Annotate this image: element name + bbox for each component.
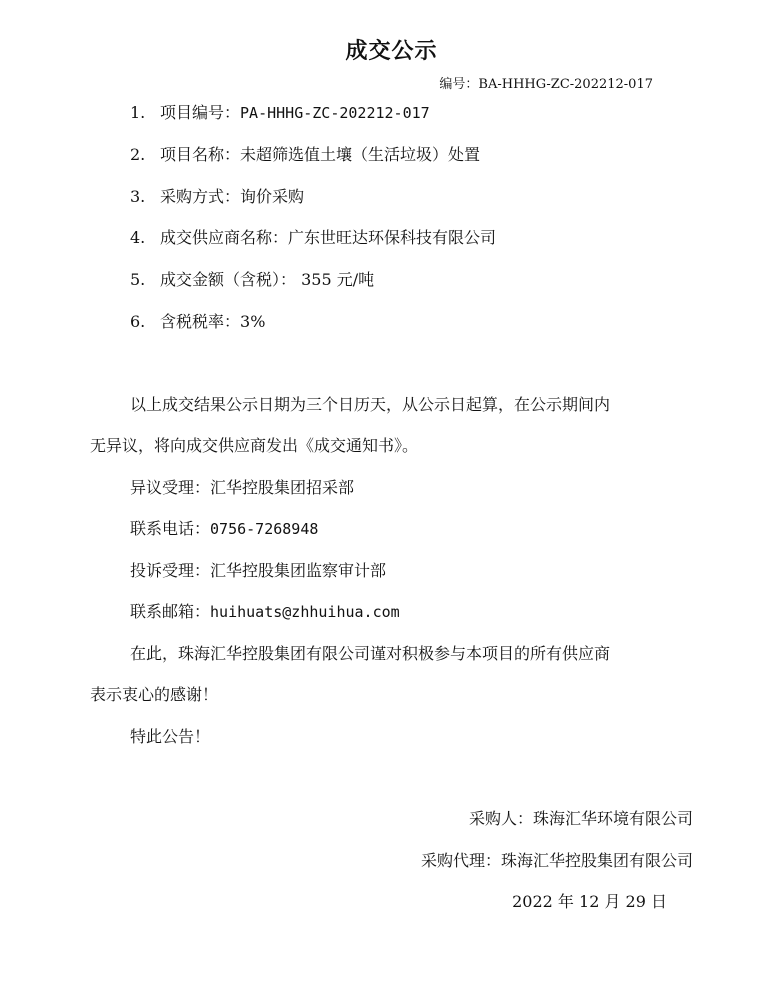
closing-statement: 特此公告！	[130, 727, 211, 746]
notice-date: 2022 年 12 月 29 日	[512, 892, 667, 911]
complaint-label: 投诉受理：	[130, 561, 211, 580]
phone-value: 0756-7268948	[210, 520, 319, 538]
item-number: 1.	[130, 103, 146, 122]
item-number: 3.	[130, 187, 146, 206]
page-title: 成交公示	[345, 39, 438, 64]
item-value: 未超筛选值土壤（生活垃圾）处置	[240, 145, 481, 164]
notice-paragraph-line: 无异议，将向成交供应商发出《成交通知书》。	[90, 436, 419, 455]
objection-label: 异议受理：	[130, 478, 211, 497]
list-item	[130, 144, 480, 166]
item-value: 询价采购	[240, 187, 305, 206]
notice-paragraph-line: 以上成交结果公示日期为三个日历天，从公示日起算，在公示期间内	[130, 395, 611, 414]
item-label: 采购方式：	[160, 187, 241, 206]
email-label: 联系邮箱：	[130, 602, 211, 621]
item-value: 广东世旺达环保科技有限公司	[288, 228, 497, 247]
phone-label: 联系电话：	[130, 519, 211, 538]
list-item	[130, 227, 496, 249]
email-value: huihuats@zhhuihua.com	[210, 603, 400, 621]
thanks-paragraph-line: 表示衷心的感谢！	[90, 685, 219, 704]
phone-contact	[130, 518, 318, 540]
complaint-contact	[130, 560, 386, 582]
complaint-value: 汇华控股集团监察审计部	[210, 561, 387, 580]
item-number: 2.	[130, 145, 146, 164]
item-value: PA-HHHG-ZC-202212-017	[240, 104, 430, 122]
item-value: 355 元/吨	[296, 270, 375, 289]
thanks-paragraph-line: 在此，珠海汇华控股集团有限公司谨对积极参与本项目的所有供应商	[130, 644, 611, 663]
item-label: 成交金额（含税）：	[160, 270, 297, 289]
item-value: 3%	[240, 312, 266, 331]
item-label: 项目编号：	[160, 103, 241, 122]
objection-value: 汇华控股集团招采部	[210, 478, 355, 497]
item-label: 成交供应商名称：	[160, 228, 289, 247]
list-item	[130, 186, 304, 208]
email-contact	[130, 601, 400, 623]
document-number: 编号：BA-HHHG-ZC-202212-017	[439, 77, 653, 92]
purchaser-signature: 采购人：珠海汇华环境有限公司	[468, 809, 693, 828]
objection-contact	[130, 477, 354, 499]
list-item	[130, 311, 265, 333]
item-label: 含税税率：	[160, 312, 241, 331]
item-number: 4.	[130, 228, 146, 247]
list-item	[130, 102, 430, 124]
agent-signature: 采购代理：珠海汇华控股集团有限公司	[420, 851, 693, 870]
item-number: 6.	[130, 312, 146, 331]
item-label: 项目名称：	[160, 145, 241, 164]
list-item	[130, 269, 374, 291]
item-number: 5.	[130, 270, 146, 289]
